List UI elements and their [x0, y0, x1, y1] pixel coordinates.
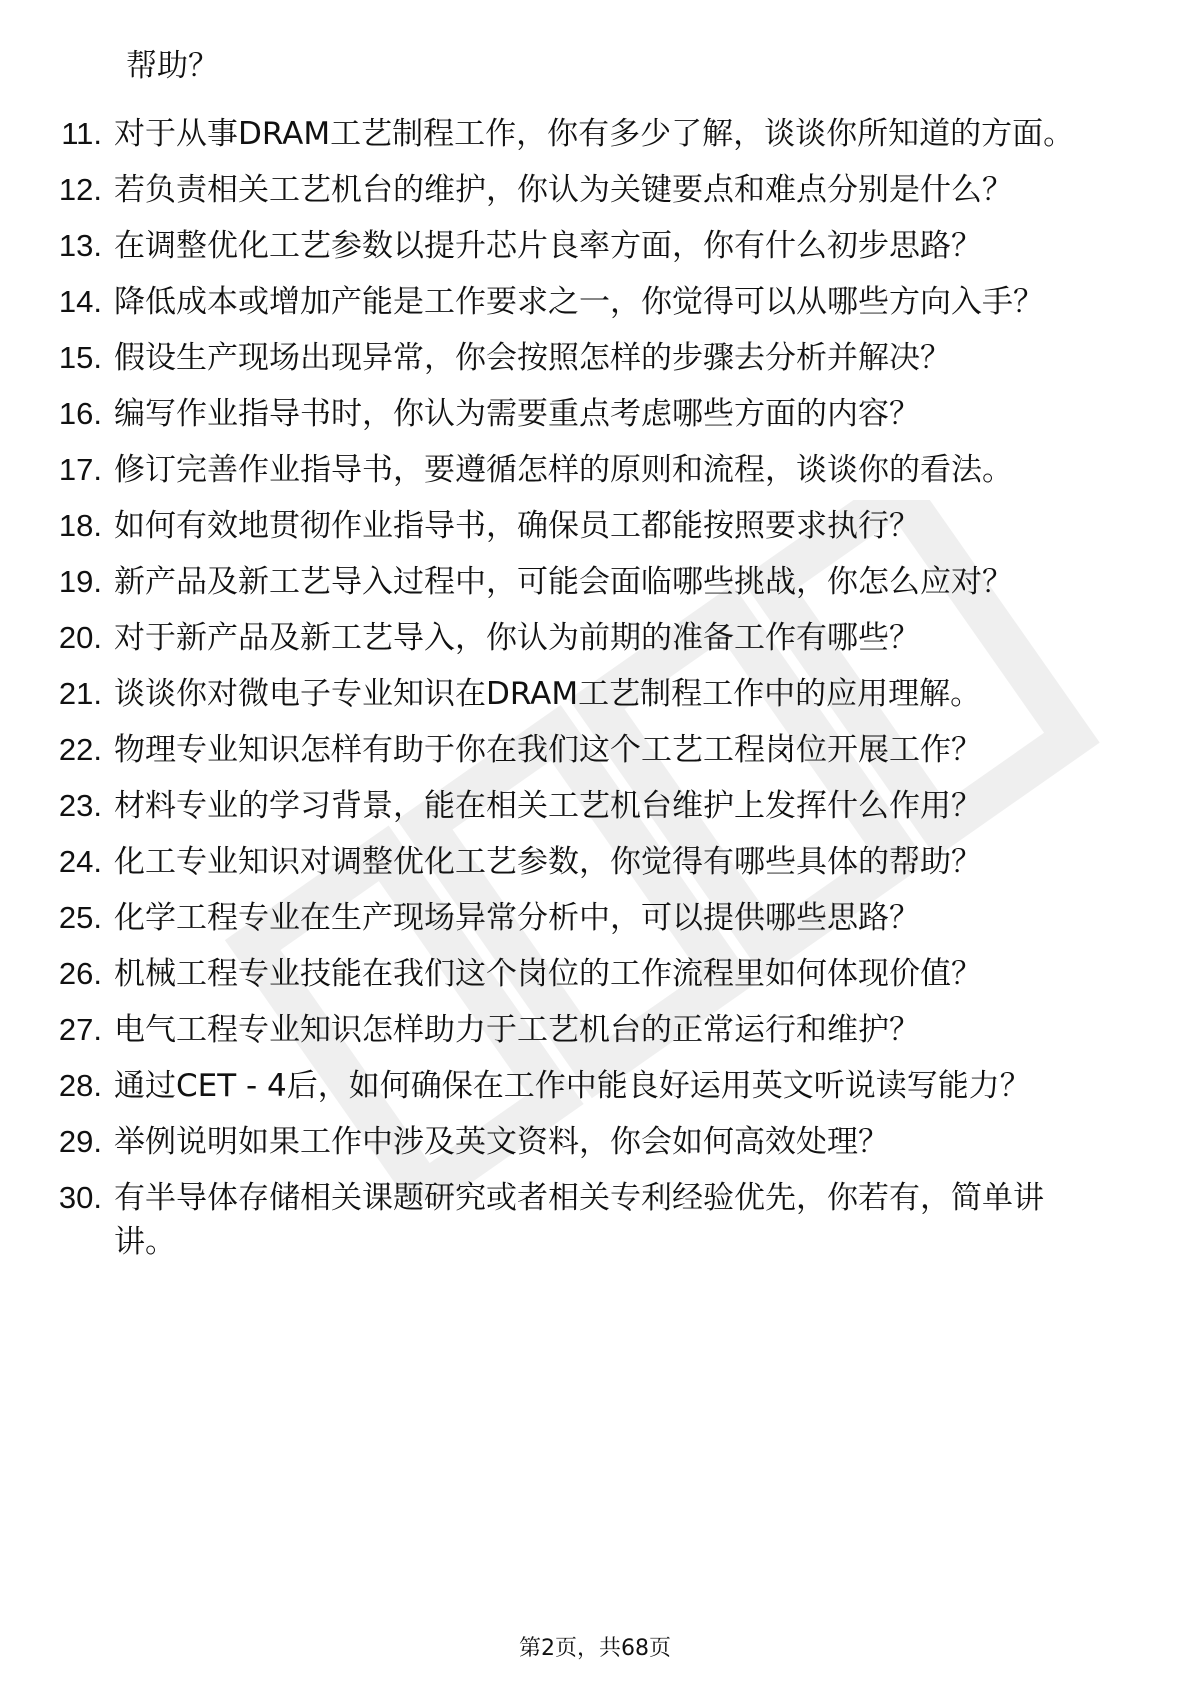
- question-item: [0, 1176, 1190, 1264]
- question-item: [0, 896, 1190, 940]
- question-number: 26.: [58, 956, 102, 991]
- question-text: 对于从事DRAM工艺制程工作，你有多少了解，谈谈你所知道的方面。: [114, 116, 1075, 152]
- question-item: [0, 448, 1190, 492]
- question-text: 电气工程专业知识怎样助力于工艺机台的正常运行和维护？: [114, 1012, 920, 1048]
- question-text: 若负责相关工艺机台的维护，你认为关键要点和难点分别是什么？: [114, 172, 1013, 208]
- question-text: 举例说明如果工作中涉及英文资料，你会如何高效处理？: [114, 1124, 889, 1160]
- question-text: 通过CET - 4后，如何确保在工作中能良好运用英文听说读写能力？: [114, 1068, 1031, 1104]
- question-text: 化学工程专业在生产现场异常分析中，可以提供哪些思路？: [114, 900, 920, 936]
- question-number: 24.: [58, 844, 102, 879]
- question-text: 物理专业知识怎样有助于你在我们这个工艺工程岗位开展工作？: [114, 732, 982, 768]
- question-item: [0, 840, 1190, 884]
- question-number: 16.: [58, 396, 102, 431]
- question-text: 谈谈你对微电子专业知识在DRAM工艺制程工作中的应用理解。: [114, 676, 982, 712]
- question-item: [0, 1120, 1190, 1164]
- question-item: [0, 336, 1190, 380]
- question-text: 如何有效地贯彻作业指导书，确保员工都能按照要求执行？: [114, 508, 920, 544]
- question-item: [0, 616, 1190, 660]
- question-item: [0, 784, 1190, 828]
- question-number: 18.: [58, 508, 102, 543]
- question-number: 15.: [58, 340, 102, 375]
- question-number: 22.: [58, 732, 102, 767]
- question-text: 化工专业知识对调整优化工艺参数，你觉得有哪些具体的帮助？: [114, 844, 982, 880]
- question-item: [0, 672, 1190, 716]
- question-number: 29.: [58, 1124, 102, 1159]
- question-number: 30.: [58, 1180, 102, 1215]
- question-text: 新产品及新工艺导入过程中，可能会面临哪些挑战，你怎么应对？: [114, 564, 1013, 600]
- question-number: 19.: [58, 564, 102, 599]
- question-number: 12.: [58, 172, 102, 207]
- question-text: 假设生产现场出现异常，你会按照怎样的步骤去分析并解决？: [114, 340, 951, 376]
- question-number: 21.: [58, 676, 102, 711]
- question-item: [0, 280, 1190, 324]
- question-item: [0, 1064, 1190, 1108]
- question-item: [0, 952, 1190, 996]
- question-text: 对于新产品及新工艺导入，你认为前期的准备工作有哪些？: [114, 620, 920, 656]
- question-item: [0, 392, 1190, 436]
- question-text: 有半导体存储相关课题研究或者相关专利经验优先，你若有，简单讲讲。: [114, 1180, 1044, 1260]
- question-number: 11.: [61, 116, 102, 151]
- question-text: 编写作业指导书时，你认为需要重点考虑哪些方面的内容？: [114, 396, 920, 432]
- question-text: 机械工程专业技能在我们这个岗位的工作流程里如何体现价值？: [114, 956, 982, 992]
- question-number: 28.: [58, 1068, 102, 1103]
- question-text: 降低成本或增加产能是工作要求之一，你觉得可以从哪些方向入手？: [114, 284, 1044, 320]
- question-number: 17.: [58, 452, 102, 487]
- question-list: [0, 112, 1190, 1276]
- question-item: [0, 1008, 1190, 1052]
- question-text: 材料专业的学习背景，能在相关工艺机台维护上发挥什么作用？: [114, 788, 982, 824]
- question-item: [0, 112, 1190, 156]
- continued-question-text: 帮助？: [126, 48, 219, 84]
- question-item: [0, 560, 1190, 604]
- question-number: 27.: [58, 1012, 102, 1047]
- question-number: 23.: [58, 788, 102, 823]
- question-number: 14.: [58, 284, 102, 319]
- question-number: 13.: [58, 228, 102, 263]
- page-footer: 第2页，共68页: [519, 1636, 671, 1661]
- question-number: 25.: [58, 900, 102, 935]
- question-text: 在调整优化工艺参数以提升芯片良率方面，你有什么初步思路？: [114, 228, 982, 264]
- question-item: [0, 728, 1190, 772]
- question-item: [0, 168, 1190, 212]
- question-text: 修订完善作业指导书，要遵循怎样的原则和流程，谈谈你的看法。: [114, 452, 1013, 488]
- question-number: 20.: [58, 620, 102, 655]
- question-item: [0, 504, 1190, 548]
- question-item: [0, 224, 1190, 268]
